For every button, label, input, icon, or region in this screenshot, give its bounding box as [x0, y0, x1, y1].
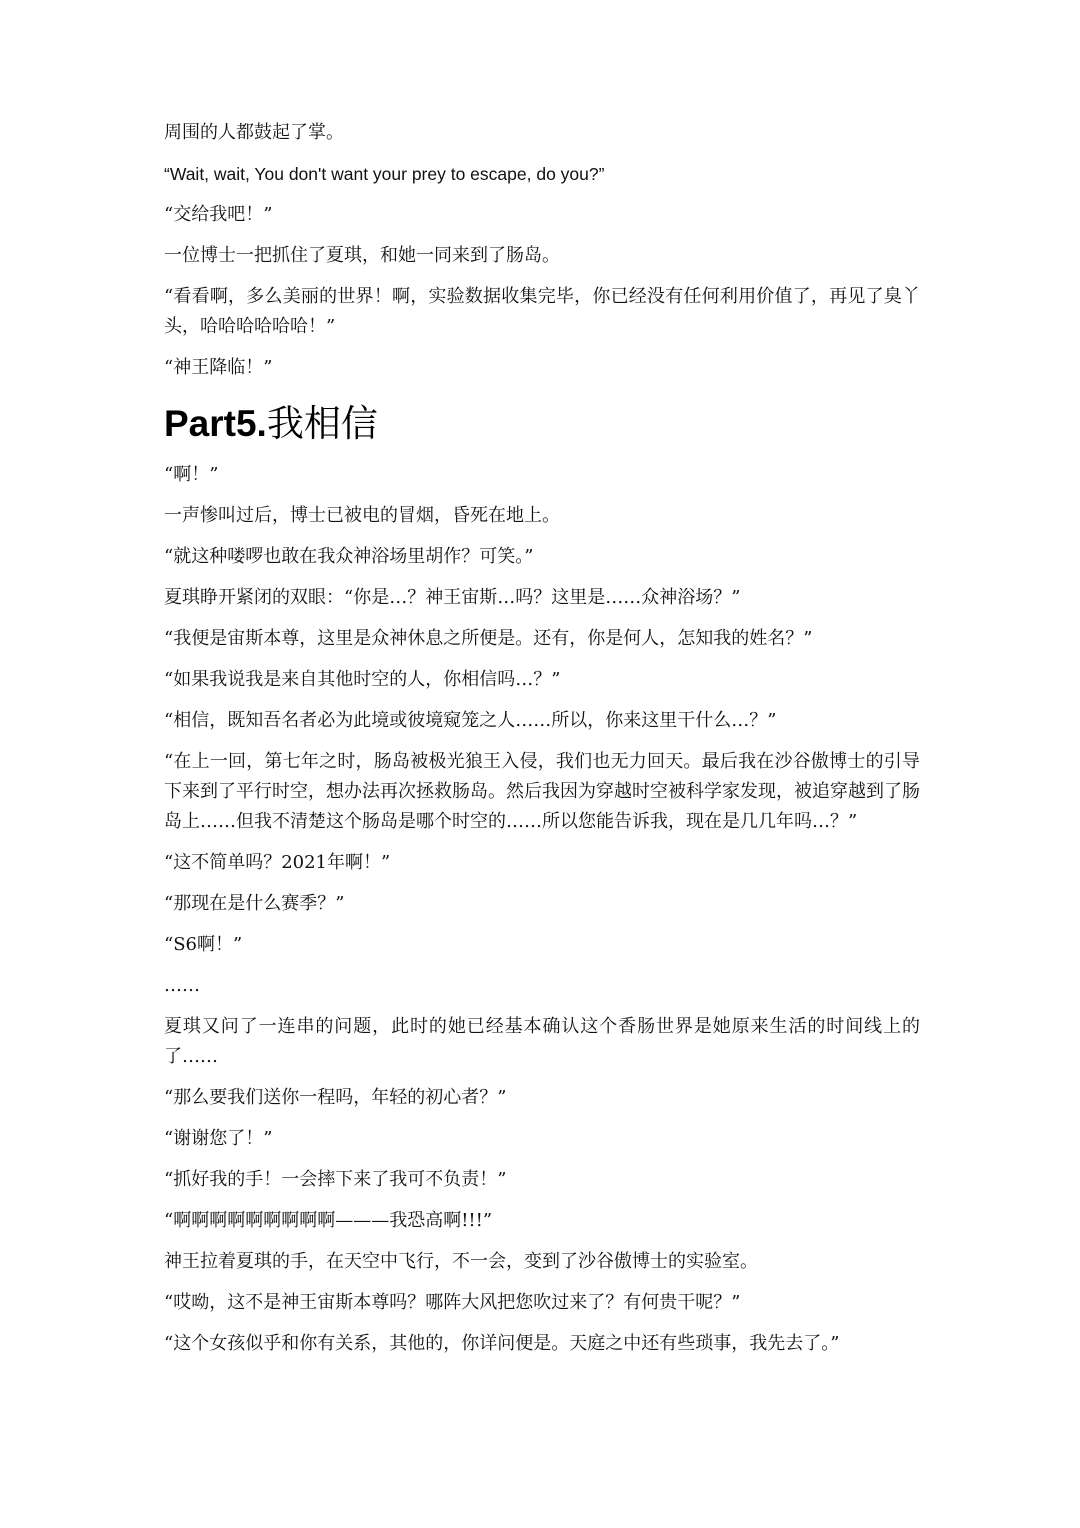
- paragraph: “S6啊！”: [164, 934, 243, 955]
- paragraph: 夏琪又问了一连串的问题，此时的她已经基本确认这个香肠世界是她原来生活的时间线上的了……: [164, 1016, 920, 1067]
- paragraph: “这个女孩似乎和你有关系，其他的，你详问便是。天庭之中还有些琐事，我先去了。”: [164, 1333, 840, 1354]
- paragraph: “啊啊啊啊啊啊啊啊啊———我恐高啊!!!”: [164, 1210, 493, 1231]
- paragraph: “在上一回，第七年之时，肠岛被极光狼王入侵，我们也无力回天。最后我在沙谷傲博士的引导下来到了平行时空，想办法再次拯救肠岛。然后我因为穿越时空被科学家发现，被追穿越到了肠岛上……但我不清楚这个肠岛是哪个时空的……所以您能告诉我，现在是几几年吗…？”: [164, 751, 920, 832]
- paragraph: “那现在是什么赛季？”: [164, 893, 345, 914]
- paragraph: “就这种喽啰也敢在我众神浴场里胡作？可笑。”: [164, 546, 534, 567]
- paragraph: “那么要我们送你一程吗，年轻的初心者？”: [164, 1087, 507, 1108]
- paragraph-god-king-descends: “神王降临！”: [164, 357, 273, 378]
- paragraph-applause: 周围的人都鼓起了掌。: [164, 122, 344, 143]
- paragraph: “哎呦，这不是神王宙斯本尊吗？哪阵大风把您吹过来了？有何贵干呢？”: [164, 1292, 741, 1313]
- paragraph-doctor-grabs: 一位博士一把抓住了夏琪，和她一同来到了肠岛。: [164, 245, 560, 266]
- paragraph: “谢谢您了！”: [164, 1128, 273, 1149]
- paragraph: “啊！”: [164, 464, 219, 485]
- paragraph: “这不简单吗？2021年啊！”: [164, 852, 391, 873]
- paragraph: “相信，既知吾名者必为此境或彼境窥笼之人……所以，你来这里干什么…？”: [164, 710, 777, 731]
- paragraph: 神王拉着夏琪的手，在天空中飞行，不一会，变到了沙谷傲博士的实验室。: [164, 1251, 758, 1272]
- section-heading: [164, 394, 920, 454]
- paragraph: “如果我说我是来自其他时空的人，你相信吗…？”: [164, 669, 561, 690]
- document-page: [164, 118, 920, 1370]
- paragraph-leave-it-to-me: “交给我吧！”: [164, 204, 273, 225]
- paragraph: “我便是宙斯本尊，这里是众神休息之所便是。还有，你是何人，怎知我的姓名？”: [164, 628, 813, 649]
- section-heading-prefix: Part5.: [164, 403, 267, 444]
- paragraph: “抓好我的手！一会摔下来了我可不负责！”: [164, 1169, 507, 1190]
- paragraph: 夏琪睁开紧闭的双眼：“你是…？神王宙斯…吗？这里是……众神浴场？”: [164, 587, 741, 608]
- paragraph-english-quote: “Wait, wait, You don't want your prey to escape, do you?”: [164, 164, 605, 184]
- section-heading-title: 我相信: [266, 402, 378, 445]
- paragraph: 一声惨叫过后，博士已被电的冒烟，昏死在地上。: [164, 505, 560, 526]
- paragraph-doctor-speech: “看看啊，多么美丽的世界！啊，实验数据收集完毕，你已经没有任何利用价值了，再见了臭丫头，哈哈哈哈哈哈！”: [164, 286, 920, 337]
- paragraph-ellipsis: ……: [164, 975, 200, 996]
